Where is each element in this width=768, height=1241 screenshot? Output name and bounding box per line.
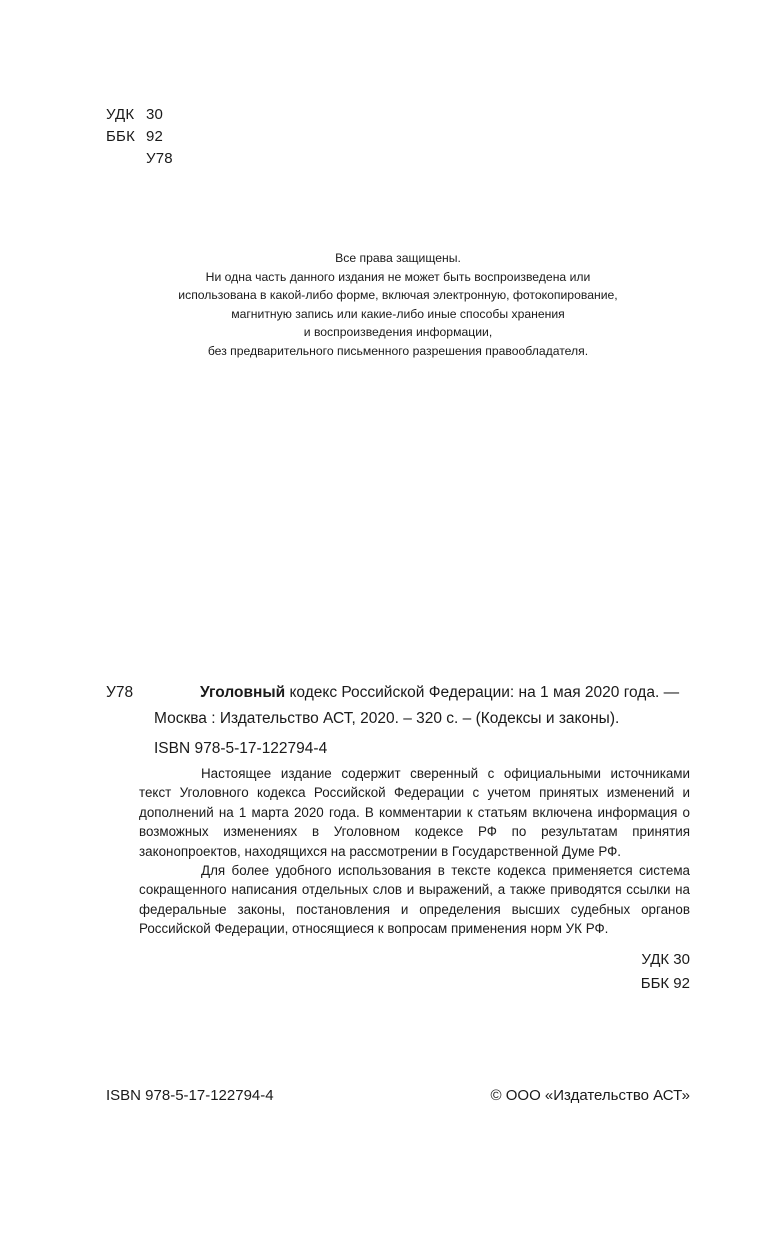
bibliographic-entry <box>154 680 690 762</box>
biblio-author-sign: У78 <box>106 684 134 701</box>
rights-line: магнитную запись или какие-либо иные способы хранения <box>231 306 565 321</box>
bbk-code-right: ББК 92 <box>640 975 690 992</box>
footer-copyright: © ООО «Издательство АСТ» <box>490 1087 690 1104</box>
udk-value: 30 <box>146 106 164 123</box>
rights-line: использована в какой-либо форме, включая электронную, фотокопирование, <box>178 288 618 303</box>
udk-row <box>106 104 173 126</box>
udk-label: УДК <box>106 106 135 123</box>
rights-line: Все права защищены. <box>335 251 461 265</box>
annotation-paragraph-1: Настоящее издание содержит сверенный с официальными источниками текст Уголовного кодекса Российской Федерации с учетом принятых изменений и дополнений на 1 марта 2020 года. В комментарии к статьям включена информация о возможных изменениях в Уголовном кодексе РФ по результатам принятия законопроектов, находящихся на рассмотрении в Государственной Думе РФ. <box>139 766 690 859</box>
rights-line: без предварительного письменного разрешения правообладателя. <box>207 343 589 358</box>
biblio-title-line <box>154 680 690 706</box>
classification-codes-right <box>641 948 690 996</box>
bbk-value: 92 <box>146 128 164 145</box>
biblio-title-bold: Уголовный <box>200 684 286 701</box>
rights-line: Ни одна часть данного издания не может быть воспроизведена или <box>205 269 591 284</box>
annotation <box>139 764 690 939</box>
biblio-title-rest: кодекс Российской Федерации: на 1 мая 2020 года. — <box>285 684 680 701</box>
bbk-label: ББК <box>106 128 136 145</box>
biblio-imprint: Москва : Издательство АСТ, 2020. – 320 с. – (Кодексы и законы). <box>154 710 620 727</box>
rights-notice <box>106 249 690 361</box>
footer-isbn: ISBN 978-5-17-122794-4 <box>106 1087 274 1104</box>
author-sign-top: У78 <box>146 150 173 167</box>
classification-codes <box>106 104 173 170</box>
annotation-paragraph-2: Для более удобного использования в тексте кодекса применяется система сокращенного написания отдельных слов и выражений, а также приводятся ссылки на федеральные законы, постановления и определения высших судебных органов Российской Федерации, относящиеся к вопросам применения норм УК РФ. <box>139 863 690 937</box>
rights-line: и воспроизведения информации, <box>303 325 493 340</box>
udk-code-right: УДК 30 <box>641 951 690 968</box>
biblio-isbn: ISBN 978-5-17-122794-4 <box>154 740 328 757</box>
bbk-row <box>106 126 173 148</box>
